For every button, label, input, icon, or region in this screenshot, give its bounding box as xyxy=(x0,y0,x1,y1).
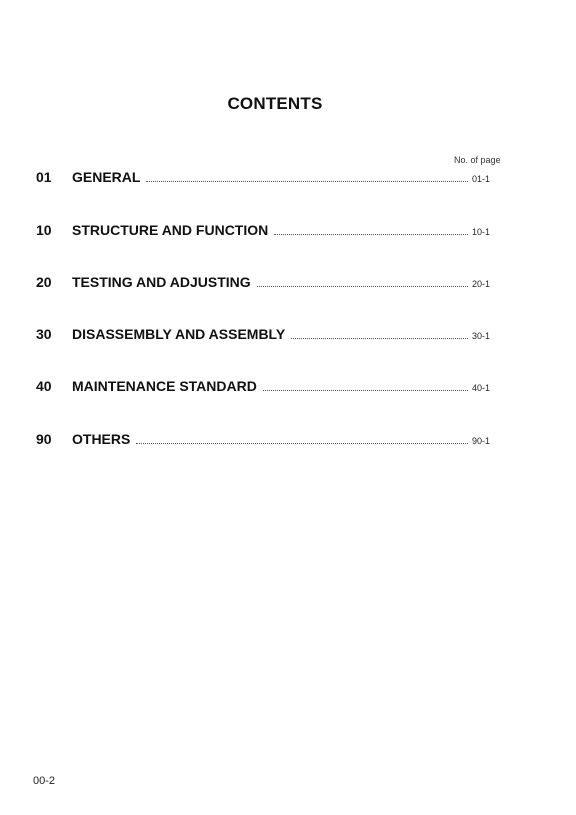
toc-entry-maintenance-standard[interactable] xyxy=(36,377,496,395)
toc-leader-dots xyxy=(274,234,468,235)
toc-entry-label: GENERAL xyxy=(72,169,141,185)
toc-entry-others[interactable] xyxy=(36,430,496,448)
toc-entry-number: 30 xyxy=(36,326,52,342)
toc-entry-label: STRUCTURE AND FUNCTION xyxy=(72,222,269,238)
toc-entry-number: 40 xyxy=(36,378,52,394)
toc-entry-number: 20 xyxy=(36,274,52,290)
toc-entry-page: 30-1 xyxy=(472,331,491,341)
toc-entry-page: 01-1 xyxy=(472,174,491,184)
toc-entry-disassembly-and-assembly[interactable] xyxy=(36,325,496,343)
page-column-header: No. of page xyxy=(454,155,501,165)
page-title: CONTENTS xyxy=(227,94,323,113)
toc-entry-page: 90-1 xyxy=(472,436,491,446)
toc-entry-number: 01 xyxy=(36,169,52,185)
toc-entry-label: TESTING AND ADJUSTING xyxy=(72,274,251,290)
toc-leader-dots xyxy=(146,181,468,182)
toc-leader-dots xyxy=(291,338,468,339)
toc-leader-dots xyxy=(257,286,468,287)
toc-entry-page: 20-1 xyxy=(472,279,491,289)
toc-entry-label: OTHERS xyxy=(72,431,131,447)
toc-entry-number: 10 xyxy=(36,222,52,238)
toc-leader-dots xyxy=(136,443,468,444)
toc-entry-number: 90 xyxy=(36,431,52,447)
toc-entry-structure-and-function[interactable] xyxy=(36,221,496,239)
toc-entry-label: DISASSEMBLY AND ASSEMBLY xyxy=(72,326,286,342)
toc-leader-dots xyxy=(263,390,468,391)
toc-entry-page: 10-1 xyxy=(472,227,491,237)
page-number: 00-2 xyxy=(33,775,56,787)
toc-entry-page: 40-1 xyxy=(472,383,491,393)
toc-entry-label: MAINTENANCE STANDARD xyxy=(72,378,257,394)
toc-entry-testing-and-adjusting[interactable] xyxy=(36,273,496,291)
toc-entry-general[interactable] xyxy=(36,168,496,186)
